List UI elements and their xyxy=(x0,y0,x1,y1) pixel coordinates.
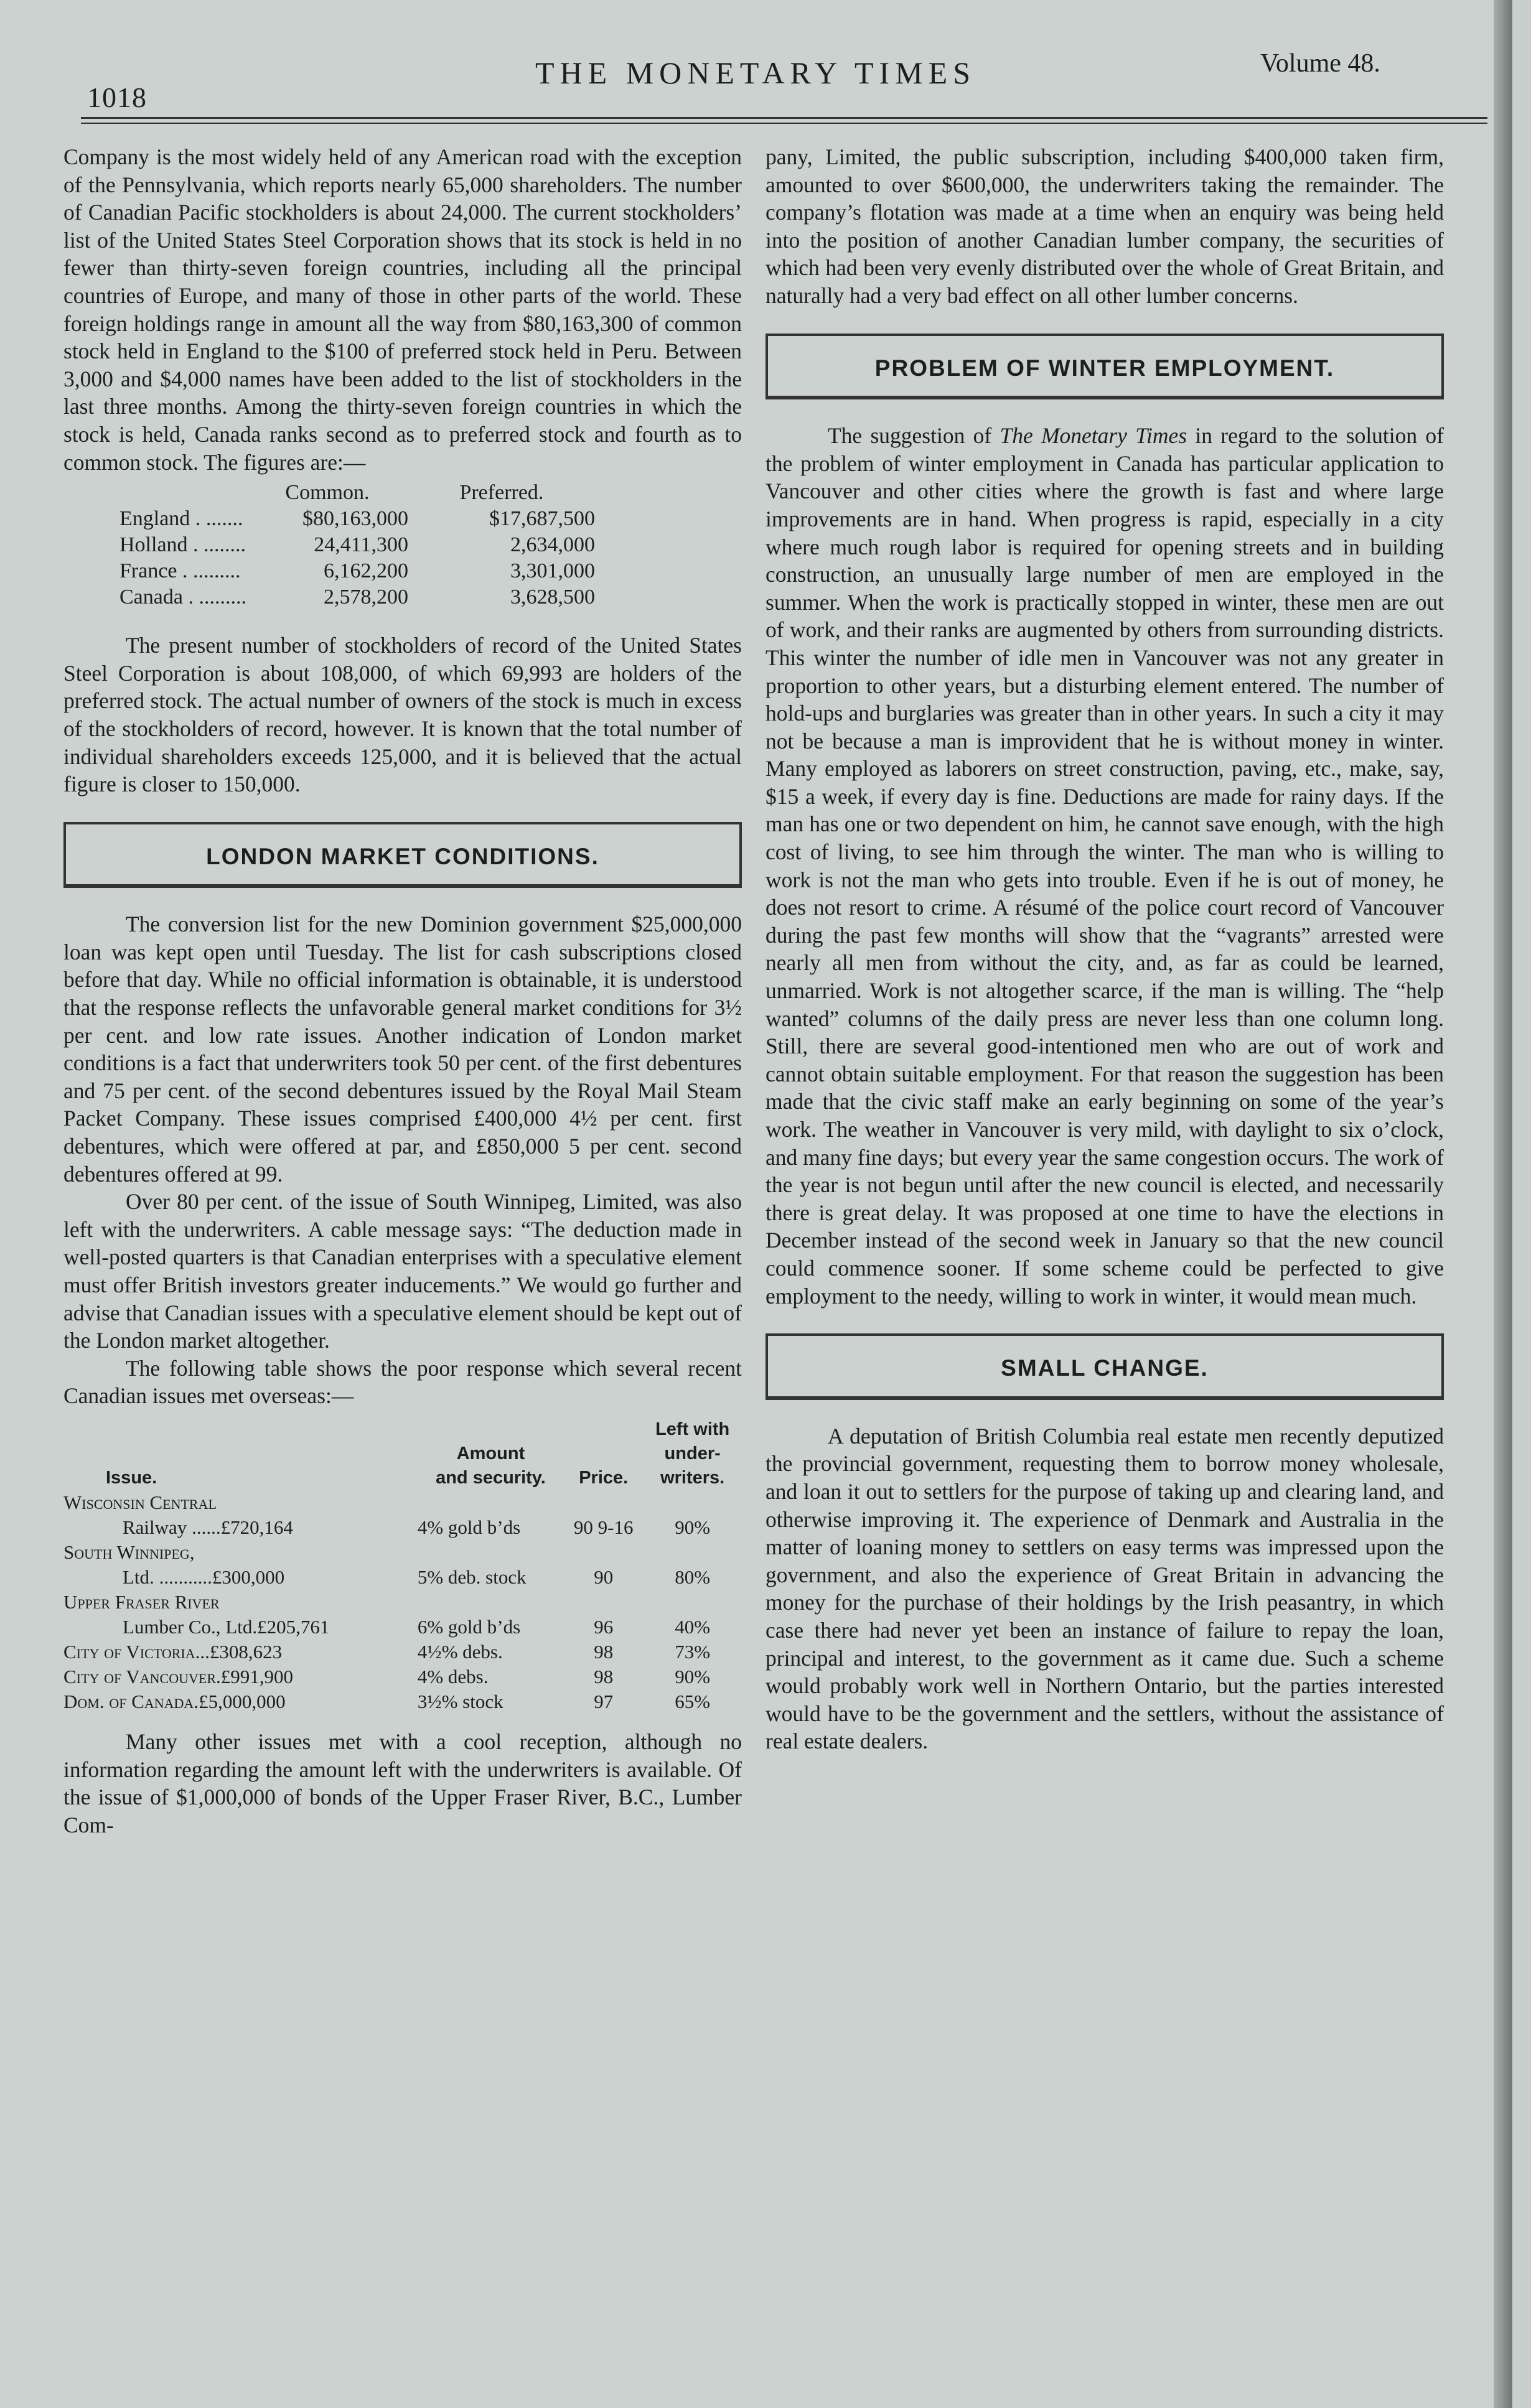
dot-leader: . ......... xyxy=(188,586,246,609)
common-value: $80,163,000 xyxy=(302,507,408,531)
publication-name: The Monetary Times xyxy=(1000,423,1187,449)
country-name: Holland xyxy=(119,533,188,557)
table-row xyxy=(63,532,595,558)
issue-name: Railway xyxy=(123,1516,187,1538)
paragraph-lead: The suggestion of xyxy=(828,423,992,449)
common-value: 6,162,200 xyxy=(323,559,408,583)
table-row xyxy=(63,1490,742,1515)
column-header-common: Common. xyxy=(285,481,370,505)
preferred-value: $17,687,500 xyxy=(489,507,595,531)
article-paragraph: Over 80 per cent. of the issue of South Winnipeg, Limited, was also left with the underwriters. A cable message says: “The deduction made in well-posted quarters is that Canadian enterprises with a speculative element must offer British investors greater inducements.” We would go further and advise that Canadian issues with a speculative element should be kept out of the London market altogether. xyxy=(63,1189,742,1353)
article-paragraph: The following table shows the poor response which several recent Canadian issues met overseas:— xyxy=(63,1355,742,1409)
issue-security: 3½% stock xyxy=(417,1690,503,1712)
column-header-left-3: writers. xyxy=(660,1467,725,1488)
article-paragraph: pany, Limited, the public subscription, including $400,000 taken firm, amounted to over $600,000, the underwriters taking the remainder. The company’s flotation was made at a time when an enquiry was being held into the position of another Canadian lumber company, the securities of which had been very evenly distributed over the whole of Great Britain, and naturally had a very bad effect on all other lumber concerns. xyxy=(766,144,1444,308)
issue-name: Ltd. xyxy=(123,1566,154,1588)
issue-amount: £720,164 xyxy=(220,1516,293,1538)
issue-security: 4½% debs. xyxy=(417,1640,503,1663)
issue-price: 98 xyxy=(594,1640,614,1663)
column-header-price: Price. xyxy=(579,1467,629,1488)
issue-amount: £308,623 xyxy=(209,1640,283,1663)
paragraph-body: in regard to the solution of the problem of winter employment in Canada has particular application to Vancouver and other cities where the growth is fast and where large improvements are in hand. When progress is rapid, especially in a city where much rough labor is required for opening streets and in building construction, an unusually large number of men are employed in the summer. When the work is practically stopped in winter, these men are out of work, and their ranks are augmented by others from surrounding districts. This winter the number of idle men in Vancouver was not any greater in proportion to other years, but a disturbing element entered. The number of hold-ups and burglaries was greater than in other years. In such a city it may not be because a man is improvident that he is without money in winter. Many employed as laborers on street construction, paving, etc., make, say, $15 a week, if every day is fine. Deductions are made for rainy days. If the man has one or two dependent on him, he cannot save enough, with the high cost of living, to see him through the winter. The man who is willing to work is not the man who gets into trouble. Even if he is out of money, he does not resort to crime. A résumé of the police court record of Vancouver during the past few months will show that the “vagrants” arrested were nearly all men from without the city, and, as far as could be learned, unmarried. Work is not altogether scarce, if the man is willing. The “help wanted” columns of the daily press are never less than one column long. Still, there are several good-intentioned men who are out of work and cannot obtain suitable employment. For that reason the suggestion has been made that the civic staff make an early beginning on some of the year’s work. The weather in Vancouver is very mild, with daylight to six o’clock, and many fine days; but every year the same congestion occurs. The work of the year is not begun until after the new council is elected, and necessarily there is great delay. It was proposed at one time to have the elections in December instead of the second week in January so that the new council could commence sooner. If some scheme could be perfected to give employment to the needy, willing to work in winter, it would mean much. xyxy=(766,423,1444,1309)
issue-name: City of Vancouver. xyxy=(63,1665,221,1687)
issue-name: Wisconsin Central xyxy=(63,1491,217,1513)
table-header-row xyxy=(63,1417,742,1442)
table-row xyxy=(63,1590,742,1615)
section-heading-winter-employment: PROBLEM OF WINTER EMPLOYMENT. xyxy=(766,334,1444,400)
column-header-amount-2: and security. xyxy=(436,1467,546,1488)
column-header-left-2: under- xyxy=(664,1443,721,1463)
table-row xyxy=(63,1640,742,1664)
article-paragraph xyxy=(766,422,1444,1310)
article-paragraph: Many other issues met with a cool reception, although no information regarding the amount left with the underwriters is available. Of the issue of $1,000,000 of bonds of the Upper Fraser River, B.C., Lumber Com- xyxy=(63,1729,742,1837)
column-header-issue: Issue. xyxy=(106,1467,157,1488)
issue-left-with-underwriters: 90% xyxy=(675,1516,711,1538)
preferred-value: 2,634,000 xyxy=(510,533,595,557)
issue-name: Lumber Co., Ltd. xyxy=(123,1615,258,1638)
right-column xyxy=(766,143,1444,1755)
common-value: 24,411,300 xyxy=(314,533,408,557)
common-value: 2,578,200 xyxy=(323,586,408,609)
issue-security: 5% deb. stock xyxy=(417,1566,527,1588)
page-number: 1018 xyxy=(87,82,147,113)
country-name: England xyxy=(119,507,190,531)
issue-name: City of Victoria... xyxy=(63,1640,210,1663)
issue-left-with-underwriters: 90% xyxy=(675,1665,711,1687)
preferred-value: 3,628,500 xyxy=(510,586,595,609)
article-paragraph: Company is the most widely held of any American road with the exception of the Pennsylvania, which reports nearly 65,000 shareholders. The number of Canadian Pacific stockholders is about 24,000. The current stockholders’ list of the United States Steel Corporation shows that its stock is held in no fewer than thirty-seven foreign countries, including all the principal countries of Europe, and many of those in other parts of the world. These foreign holdings range in amount all the way from $80,163,300 of common stock held in England to the $100 of preferred stock held in Peru. Between 3,000 and $4,000 names have been added to the list of stockholders in the last three months. Among the thirty-seven foreign countries in which the stock is held, Canada ranks second as to preferred stock and fourth as to common stock. The figures are:— xyxy=(63,144,742,475)
country-name: France xyxy=(119,559,177,583)
issue-security: 6% gold b’ds xyxy=(417,1615,521,1638)
issue-amount: £300,000 xyxy=(212,1566,285,1588)
table-row xyxy=(63,1664,742,1689)
table-header-row xyxy=(63,480,595,506)
issue-left-with-underwriters: 65% xyxy=(675,1690,711,1712)
issue-price: 98 xyxy=(594,1665,614,1687)
article-paragraph: The present number of stockholders of record of the United States Steel Corporation is about 108,000, of which 69,993 are holders of the preferred stock. The actual number of owners of the stock is much in excess of the stockholders of record, however. It is known that the total number of individual shareholders exceeds 125,000, and it is believed that the actual figure is closer to 150,000. xyxy=(63,633,742,797)
binding-edge xyxy=(1494,0,1512,2408)
article-paragraph: The conversion list for the new Dominion government $25,000,000 loan was kept open until Tuesday. The list for cash subscriptions closed before that day. While no official information is obtainable, it is understood that the response reflects the unfavorable general market conditions for 3½ per cent. and low rate issues. Another indication of London market conditions is a fact that underwriters took 50 per cent. of the first debentures and 75 per cent. of the second debentures issued by the Royal Mail Steam Packet Company. These issues comprised £400,000 4½ per cent. first debentures, which were offered at par, and £850,000 5 per cent. second debentures offered at 99. xyxy=(63,912,742,1187)
header-rule-top xyxy=(81,117,1487,119)
volume-label: Volume 48. xyxy=(1260,49,1380,78)
table-row xyxy=(63,1689,742,1714)
issue-amount: £5,000,000 xyxy=(199,1690,286,1712)
dot-leader: . ......... xyxy=(182,559,241,583)
table-row xyxy=(63,558,595,584)
page-header xyxy=(0,0,1512,137)
dot-leader: . ....... xyxy=(195,507,243,531)
section-heading-london-market: LONDON MARKET CONDITIONS. xyxy=(63,822,742,889)
dot-leader: . ........ xyxy=(193,533,246,557)
stockholders-table xyxy=(63,480,595,610)
issue-price: 97 xyxy=(594,1690,614,1712)
table-header-row xyxy=(63,1442,742,1466)
issue-left-with-underwriters: 73% xyxy=(675,1640,711,1663)
issue-amount: £991,900 xyxy=(220,1665,294,1687)
table-row xyxy=(63,1565,742,1590)
publication-title: THE MONETARY TIMES xyxy=(535,55,976,90)
issue-amount: £205,761 xyxy=(257,1615,330,1638)
article-paragraph: A deputation of British Columbia real estate men recently deputized the provincial government, requesting them to borrow money wholesale, and loan it out to settlers for the purpose of taking up and clearing land, and otherwise improving it. The experience of Denmark and Australia in the matter of loaning money to settlers on easy terms was impressed upon the government, and also the experience of Great Britain in advancing the money for the purchase of their holdings by the Irish peasantry, in which case there had never yet been an instance of failure to repay the loan, principal and interest, to the government as it came due. Such a scheme would probably work well in Northern Ontario, but the parties interested would have to be the government and the settlers, without the assistance of real estate dealers. xyxy=(766,1423,1444,1754)
country-name: Canada xyxy=(119,586,183,609)
table-row xyxy=(63,1540,742,1565)
issue-name: Dom. of Canada. xyxy=(63,1690,199,1712)
table-row xyxy=(63,1615,742,1640)
issue-security: 4% gold b’ds xyxy=(417,1516,521,1538)
left-column xyxy=(63,143,742,1839)
dot-leader: ...... xyxy=(192,1516,221,1538)
issue-price: 90 9-16 xyxy=(573,1516,634,1538)
issue-name: South Winnipeg, xyxy=(63,1541,195,1563)
issue-price: 96 xyxy=(594,1615,614,1638)
section-heading-small-change: SMALL CHANGE. xyxy=(766,1333,1444,1400)
canadian-issues-table xyxy=(63,1417,742,1714)
issue-security: 4% debs. xyxy=(417,1665,489,1687)
issue-left-with-underwriters: 80% xyxy=(675,1566,711,1588)
column-header-amount-1: Amount xyxy=(456,1443,525,1463)
table-row xyxy=(63,1515,742,1540)
table-header-row xyxy=(63,1466,742,1490)
issue-name: Upper Fraser River xyxy=(63,1590,220,1613)
dot-leader: ........... xyxy=(159,1566,212,1588)
column-header-left-1: Left with xyxy=(655,1419,730,1439)
table-row xyxy=(63,506,595,532)
header-rule-bottom xyxy=(81,123,1487,124)
table-row xyxy=(63,584,595,610)
preferred-value: 3,301,000 xyxy=(510,559,595,583)
issue-price: 90 xyxy=(594,1566,614,1588)
issue-left-with-underwriters: 40% xyxy=(675,1615,711,1638)
column-header-preferred: Preferred. xyxy=(459,481,544,505)
